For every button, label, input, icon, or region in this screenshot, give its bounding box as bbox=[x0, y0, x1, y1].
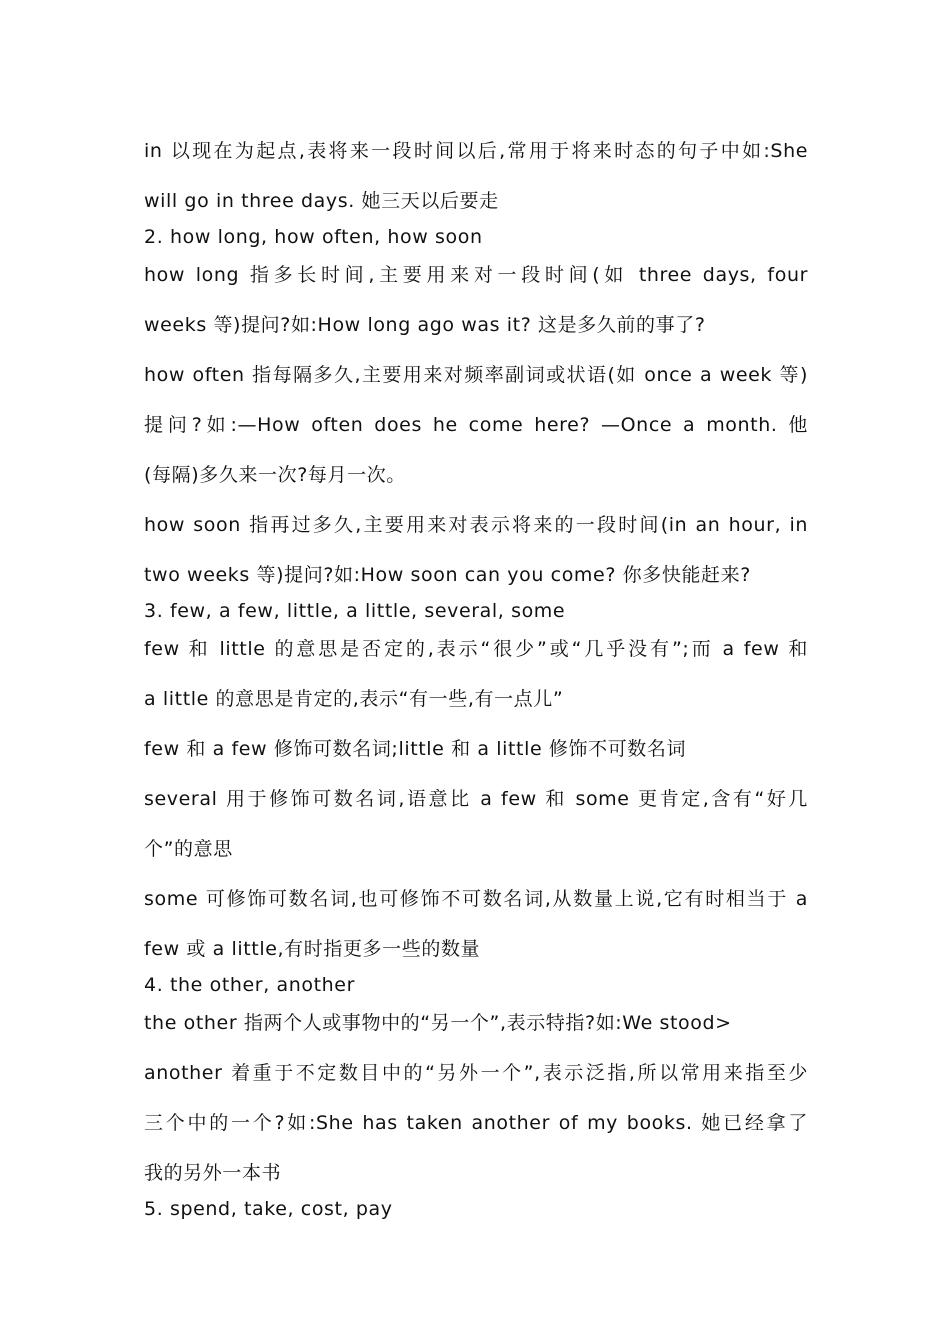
text-line: 个”的意思 bbox=[144, 838, 233, 860]
text-line: 三个中的一个?如:She has taken another of my books. 她已经拿了 bbox=[144, 1112, 808, 1134]
text-line: two weeks 等)提问?如:How soon can you come? 你多快能赶来? bbox=[144, 564, 751, 586]
section-heading: 5. spend, take, cost, pay bbox=[144, 1198, 393, 1220]
text-line: how often 指每隔多久,主要用来对频率副词或状语(如 once a week 等) bbox=[144, 364, 808, 386]
text-line: several 用于修饰可数名词,语意比 a few 和 some 更肯定,含有“好几 bbox=[144, 788, 808, 810]
text-line: another 着重于不定数目中的“另外一个”,表示泛指,所以常用来指至少 bbox=[144, 1062, 808, 1084]
text-line: few 或 a little,有时指更多一些的数量 bbox=[144, 938, 481, 960]
text-line: a little 的意思是肯定的,表示“有一些,有一点儿” bbox=[144, 688, 564, 710]
text-line: few 和 little 的意思是否定的,表示“很少”或“几乎没有”;而 a few 和 bbox=[144, 638, 808, 660]
text-line: the other 指两个人或事物中的“另一个”,表示特指?如:We stood> bbox=[144, 1012, 732, 1034]
text-line: few 和 a few 修饰可数名词;little 和 a little 修饰不可数名词 bbox=[144, 738, 687, 760]
section-heading: 4. the other, another bbox=[144, 974, 355, 996]
text-line: will go in three days. 她三天以后要走 bbox=[144, 190, 499, 212]
text-line: how soon 指再过多久,主要用来对表示将来的一段时间(in an hour, in bbox=[144, 514, 808, 536]
text-line: 我的另外一本书 bbox=[144, 1162, 282, 1184]
text-line: 提问?如:—How often does he come here? —Once a month. 他 bbox=[144, 414, 808, 436]
text-line: weeks 等)提问?如:How long ago was it? 这是多久前的事了? bbox=[144, 314, 706, 336]
section-heading: 3. few, a few, little, a little, several, some bbox=[144, 600, 566, 622]
text-line: in 以现在为起点,表将来一段时间以后,常用于将来时态的句子中如:She bbox=[144, 140, 808, 162]
section-heading: 2. how long, how often, how soon bbox=[144, 226, 483, 248]
text-line: some 可修饰可数名词,也可修饰不可数名词,从数量上说,它有时相当于 a bbox=[144, 888, 808, 910]
text-line: how long 指多长时间,主要用来对一段时间(如 three days, four bbox=[144, 264, 808, 286]
text-line: (每隔)多久来一次?每月一次。 bbox=[144, 464, 406, 486]
